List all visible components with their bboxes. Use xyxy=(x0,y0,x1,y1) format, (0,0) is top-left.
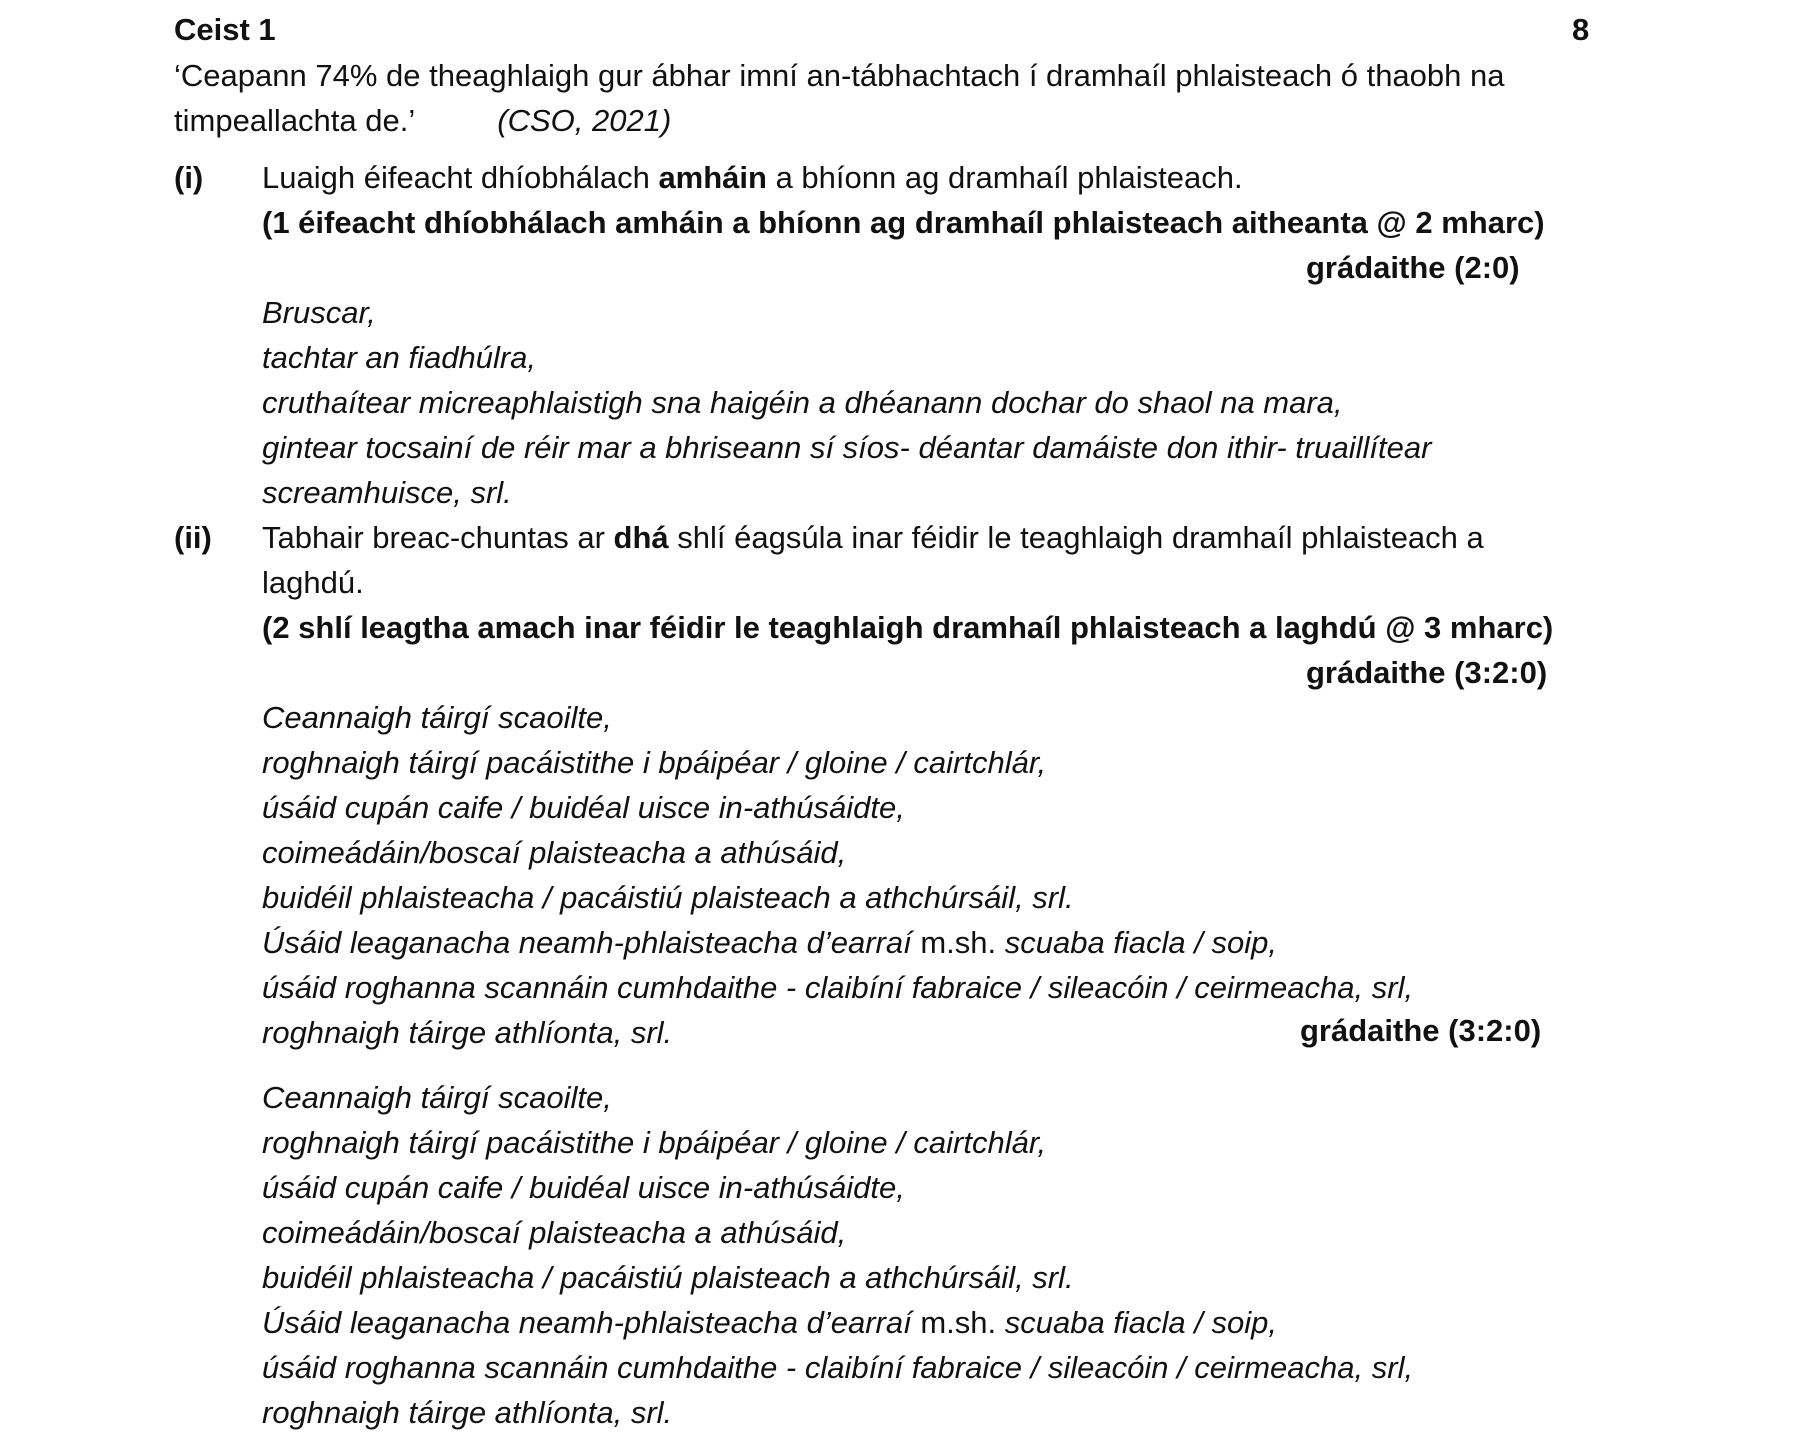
part-ii-question xyxy=(262,515,1484,560)
part-i-answer: Bruscar, xyxy=(262,295,376,330)
part-i-question-emphasis: amháin xyxy=(658,160,767,195)
duplicate-answer xyxy=(262,1300,1277,1345)
answer-abbrev: m.sh. xyxy=(920,925,997,960)
answer-text: Úsáid leaganacha neamh-phlaisteacha d’earraí xyxy=(262,1305,921,1340)
part-ii-answer: coimeádáin/boscaí plaisteacha a athúsáid, xyxy=(262,835,847,870)
answer-abbrev: m.sh. xyxy=(920,1305,997,1340)
part-i-question-pre: Luaigh éifeacht dhíobhálach xyxy=(262,160,659,195)
clipped-graded-fragment xyxy=(1300,1013,1600,1052)
part-ii-graded: grádaithe (3:2:0) xyxy=(1306,655,1548,690)
part-ii-answer: roghnaigh táirge athlíonta, srl. xyxy=(262,1015,673,1050)
duplicate-answer: úsáid roghanna scannáin cumhdaithe - claibíní fabraice / sileacóin / ceirmeacha, srl, xyxy=(262,1350,1414,1385)
part-i-graded: grádaithe (2:0) xyxy=(1306,250,1520,285)
part-ii-marking-scheme: (2 shlí leagtha amach inar féidir le teaghlaigh dramhaíl phlaisteach a laghdú @ 3 mharc) xyxy=(262,610,1554,645)
part-ii-answer: roghnaigh táirgí pacáistithe i bpáipéar / gloine / cairtchlár, xyxy=(262,745,1047,780)
part-ii-answer: Ceannaigh táirgí scaoilte, xyxy=(262,700,612,735)
quote-source: (CSO, 2021) xyxy=(497,103,672,138)
duplicate-answer: coimeádáin/boscaí plaisteacha a athúsáid, xyxy=(262,1215,847,1250)
part-i-answer: screamhuisce, srl. xyxy=(262,475,512,510)
part-i-question xyxy=(262,155,1243,200)
part-ii-question-line-2: laghdú. xyxy=(262,565,364,600)
quote-text: timpeallachta de.’ xyxy=(174,103,416,138)
part-i-marking-scheme: (1 éifeacht dhíobhálach amháin a bhíonn ag dramhaíl phlaisteach aitheanta @ 2 mharc) xyxy=(262,205,1545,240)
part-ii-question-emphasis: dhá xyxy=(613,520,669,555)
part-ii-question-post: shlí éagsúla inar féidir le teaghlaigh dramhaíl phlaisteach a xyxy=(668,520,1484,555)
question-title: Ceist 1 xyxy=(174,12,276,47)
quote-line-1: ‘Ceapann 74% de theaghlaigh gur ábhar imní an-tábhachtach í dramhaíl phlaisteach ó thaobh na xyxy=(174,58,1505,93)
part-i-answer: cruthaítear micreaphlaistigh sna haigéin a dhéanann dochar do shaol na mara, xyxy=(262,385,1343,420)
part-i-answer: tachtar an fiadhúlra, xyxy=(262,340,537,375)
answer-text: scuaba fiacla / soip, xyxy=(996,925,1277,960)
quote-line-2 xyxy=(174,98,671,143)
part-ii-marker: (ii) xyxy=(174,520,212,555)
duplicate-answer: buidéil phlaisteacha / pacáistiú plaisteach a athchúrsáil, srl. xyxy=(262,1260,1074,1295)
part-i-answer: gintear tocsainí de réir mar a bhriseann sí síos- déantar damáiste don ithir- truaillítear xyxy=(262,430,1432,465)
answer-text: scuaba fiacla / soip, xyxy=(996,1305,1277,1340)
question-marks: 8 xyxy=(1572,12,1590,47)
clipped-graded-text: grádaithe (3:2:0) xyxy=(1300,1013,1542,1048)
part-i-marker: (i) xyxy=(174,160,204,195)
part-ii-answer xyxy=(262,920,1277,965)
part-ii-answer: úsáid roghanna scannáin cumhdaithe - claibíní fabraice / sileacóin / ceirmeacha, srl, xyxy=(262,970,1414,1005)
duplicate-answer: úsáid cupán caife / buidéal uisce in-athúsáidte, xyxy=(262,1170,905,1205)
duplicate-answer: roghnaigh táirge athlíonta, srl. xyxy=(262,1395,673,1430)
part-ii-answer: buidéil phlaisteacha / pacáistiú plaisteach a athchúrsáil, srl. xyxy=(262,880,1074,915)
part-i-question-post: a bhíonn ag dramhaíl phlaisteach. xyxy=(766,160,1243,195)
duplicate-answer: roghnaigh táirgí pacáistithe i bpáipéar / gloine / cairtchlár, xyxy=(262,1125,1047,1160)
duplicate-answer: Ceannaigh táirgí scaoilte, xyxy=(262,1080,612,1115)
part-ii-answer: úsáid cupán caife / buidéal uisce in-athúsáidte, xyxy=(262,790,905,825)
part-ii-question-pre: Tabhair breac-chuntas ar xyxy=(262,520,614,555)
answer-text: Úsáid leaganacha neamh-phlaisteacha d’earraí xyxy=(262,925,921,960)
